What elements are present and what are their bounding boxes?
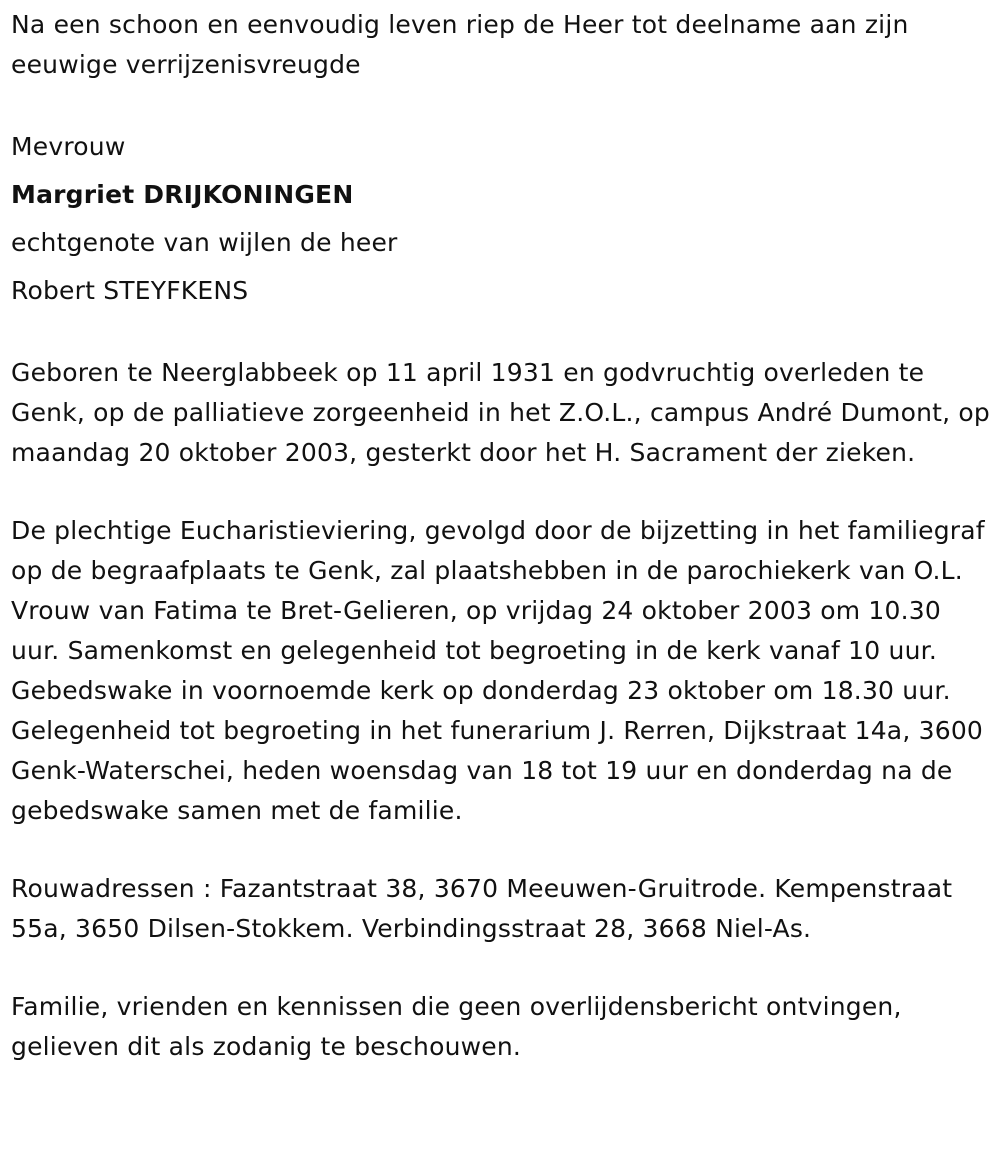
birth-death-paragraph: Geboren te Neerglabbeek op 11 april 1931 en godvruchtig overleden te Genk, op de palliatieve zorgeenheid in het Z.O.L., campus André Dumont, op maandag 20 oktober 2003, gesterkt door het H. Sacrament der zieken.: [11, 358, 990, 467]
relation-line: echtgenote van wijlen de heer: [11, 228, 398, 257]
paragraph-spacer: [11, 831, 991, 869]
spouse-name: Robert STEYFKENS: [11, 276, 249, 305]
salutation: Mevrouw: [11, 132, 126, 161]
paragraph-spacer: [11, 85, 991, 123]
addresses-paragraph: Rouwadressen : Fazantstraat 38, 3670 Meeuwen-Gruitrode. Kempenstraat 55a, 3650 Dilsen-Stokkem. Verbindingsstraat 28, 3668 Niel-As.: [11, 874, 953, 943]
deceased-name: Margriet DRIJKONINGEN: [11, 180, 354, 209]
obituary-notice: [11, 5, 991, 1067]
closing-paragraph: Familie, vrienden en kennissen die geen overlijdensbericht ontvingen, gelieven dit als zodanig te beschouwen.: [11, 992, 902, 1061]
paragraph-spacer: [11, 315, 991, 353]
ceremony-paragraph: De plechtige Eucharistieviering, gevolgd door de bijzetting in het familiegraf op de begraafplaats te Genk, zal plaatshebben in de parochiekerk van O.L. Vrouw van Fatima te Bret-Gelieren, op vrijdag 24 oktober 2003 om 10.30 uur. Samenkomst en gelegenheid tot begroeting in de kerk vanaf 10 uur. Gebedswake in voornoemde kerk op donderdag 23 oktober om 18.30 uur. Gelegenheid tot begroeting in het funerarium J. Rerren, Dijkstraat 14a, 3600 Genk-Waterschei, heden woensdag van 18 tot 19 uur en donderdag na de gebedswake samen met de familie.: [11, 516, 985, 825]
paragraph-spacer: [11, 949, 991, 987]
paragraph-spacer: [11, 473, 991, 511]
intro-paragraph: Na een schoon en eenvoudig leven riep de Heer tot deelname aan zijn eeuwige verrijzenisvreugde: [11, 10, 909, 79]
deceased-name-block: [11, 123, 991, 315]
